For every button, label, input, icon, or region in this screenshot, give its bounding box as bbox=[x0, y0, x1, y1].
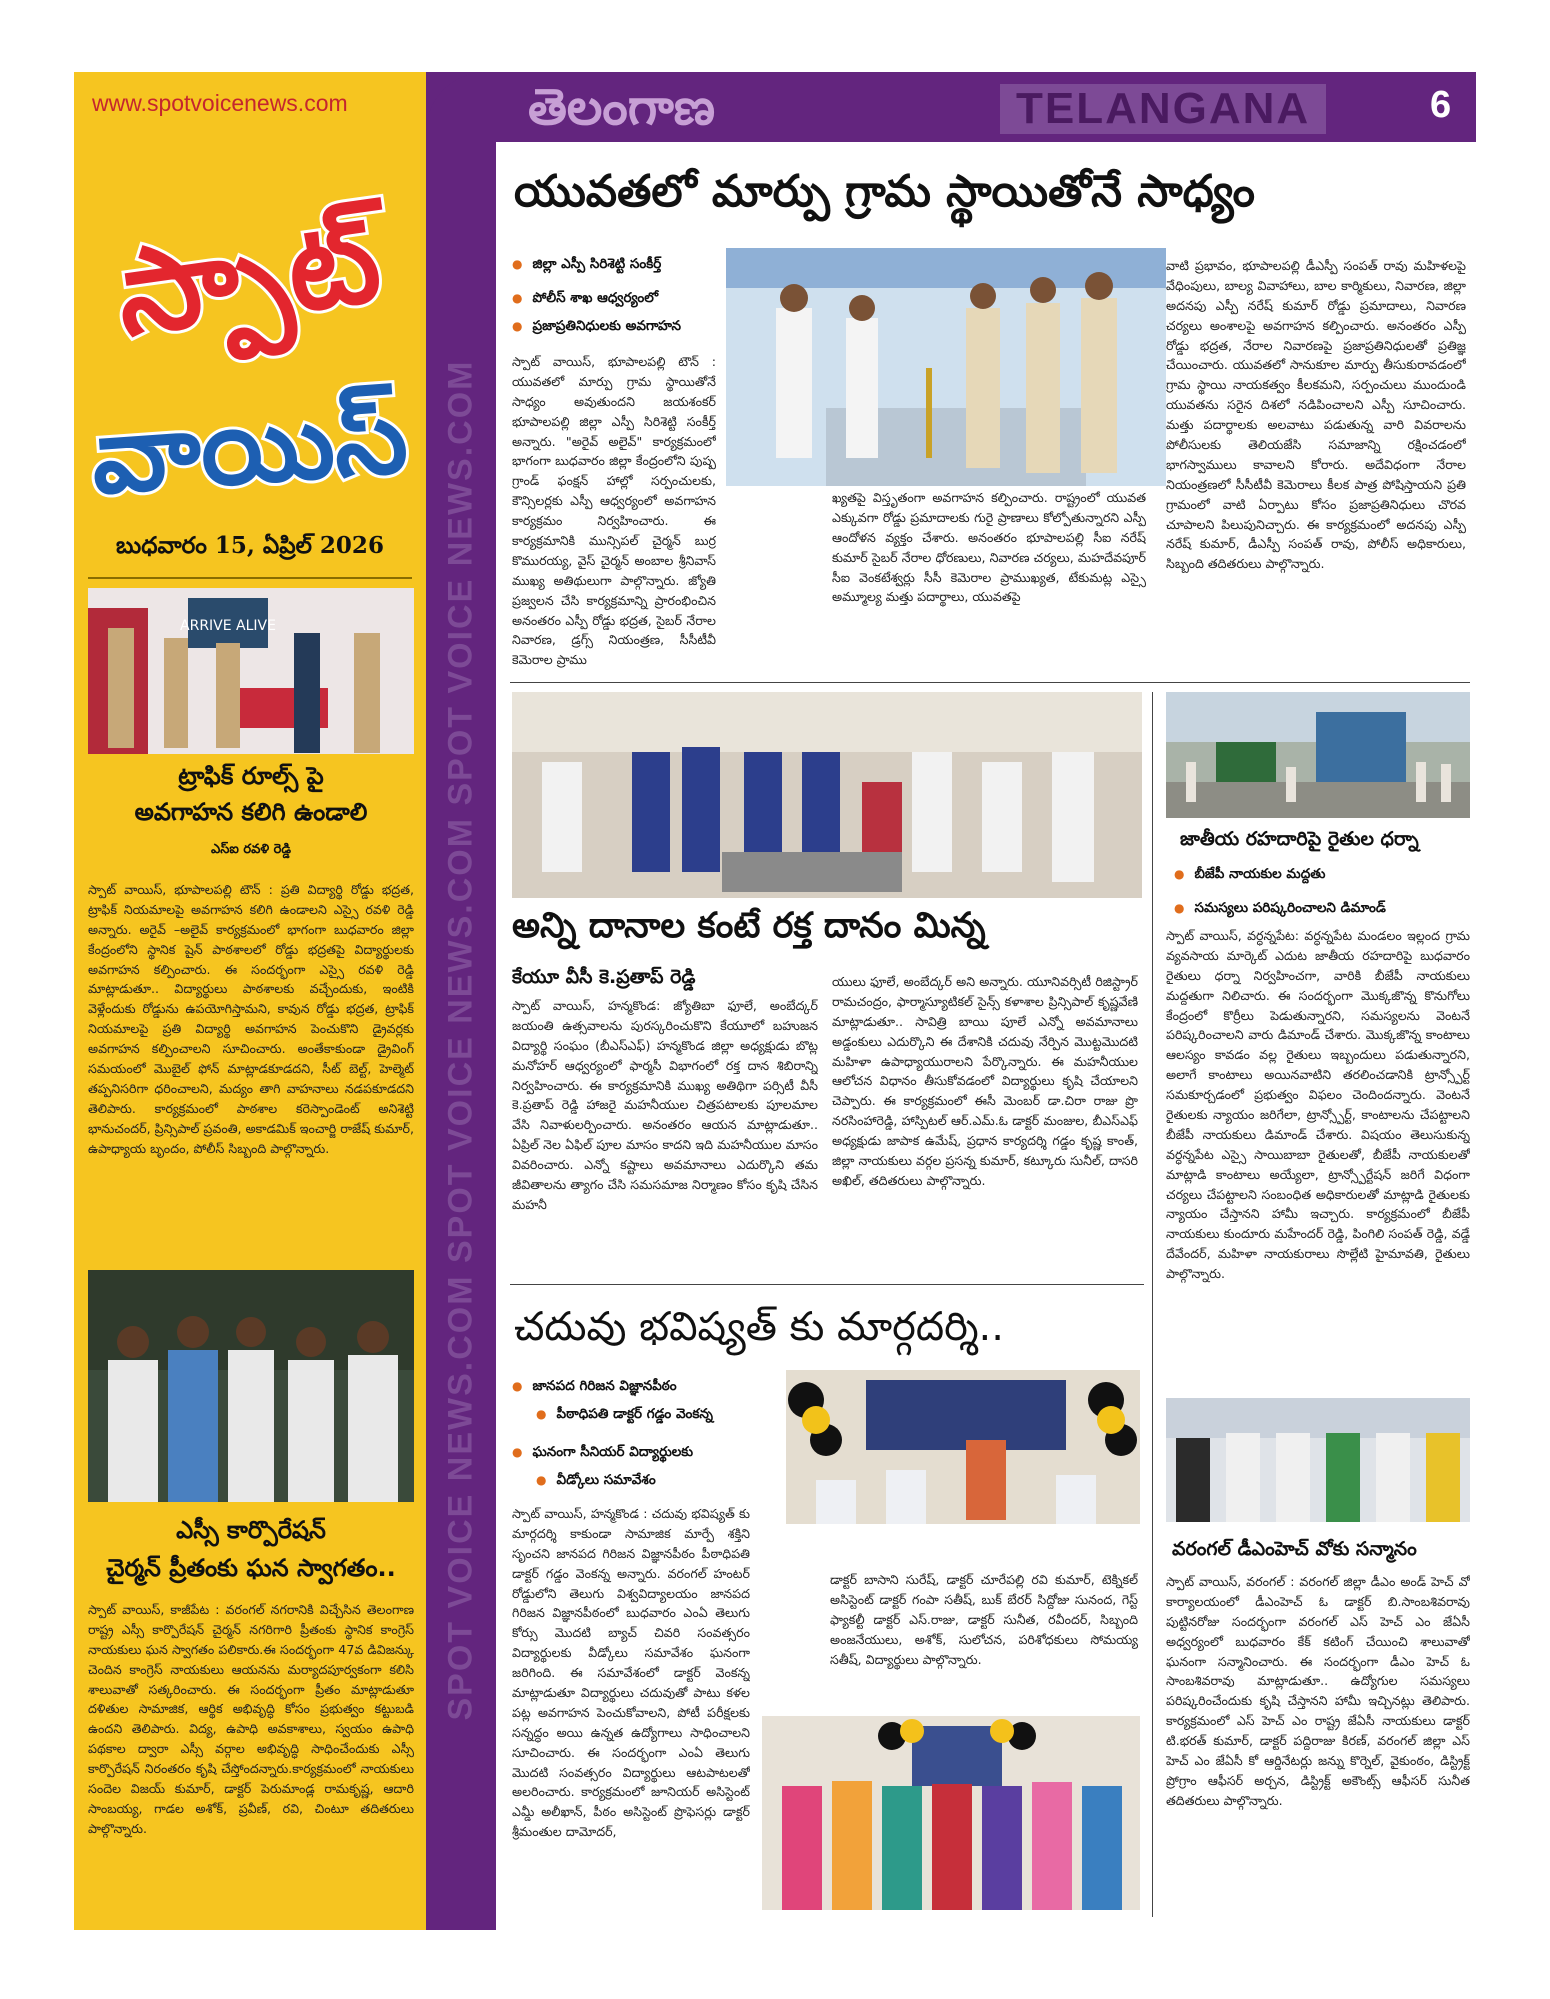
blood-headline: అన్ని దానాల కంటే రక్త దానం మిన్న bbox=[512, 906, 986, 946]
vertical-watermark: SPOT VOICE NEWS.COM SPOT VOICE NEWS.COM SPOT VOICE NEWS.COM bbox=[441, 359, 480, 1721]
dmho-headline: వరంగల్ డీఎంహెచ్ వోకు సన్మానం bbox=[1172, 1538, 1417, 1560]
dmho-article-body: స్పాట్ వాయిస్, వరంగల్ : వరంగల్ జిల్లా డీఎం అండ్ హెచ్ వో కార్యాలయంలో డీఎంహెచ్ ఓ డాక్టర్ బి.సాంబశివరావు పుట్టినరోజు సందర్భంగా వరంగల్ ఎస్ హెచ్ ఎం జేఏసీ అధ్వర్యంలో బుధవారం కేక్ కటింగ్ చేయించి శాలువాతో ఘనంగా సన్మానించారు. ఈ సందర్భంగా డీఎం హెచ్ ఓ సాంబశివరావు మాట్లాడుతూ.. ఉద్యోగుల సమస్యలు పరిష్కరించేందుకు కృషి చేస్తానని హామీ ఇచ్చినట్లు తెలిపారు. కార్యక్రమంలో ఎస్ హెచ్ ఎం రాష్ట్ర జేఏసీ నాయకులు డాక్టర్ టి.భరత్ కుమార్, డాక్టర్ పద్దిరాజు కిరణ్, వరంగల్ జిల్లా ఎస్ హెచ్ ఎం జేఏసీ కో ఆర్డినేటర్లు జన్ను కొర్నెల్, వైకుంఠం, డిస్ట్రిక్ట్ ప్రోగ్రాం ఆఫీసర్ అర్చన, డిస్ట్రిక్ట్ అకౌంట్స్ ఆఫీసర్ సునీత తదితరులు పాల్గొన్నారు. bbox=[1166, 1574, 1470, 1808]
photo-sc-corporation bbox=[88, 1270, 414, 1502]
section-title-english: TELANGANA bbox=[1000, 84, 1326, 134]
blood-article-col2: యులు ఫూలే, అంబేద్కర్ అని అన్నారు. యూనివర్సిటీ రిజిస్ట్రార్ రామచంద్రం, ఫార్మాస్యూటికల్ సైన్స్ కళాశాల ప్రిన్సిపాల్ కృష్ణవేణి మాట్లాడుతూ.. సావిత్రి బాయి పూలే ఎన్నో అవమానాలు అడ్డంకులు ఎదుర్కొని ఈ దేశానికి చదువు నేర్పిన మొట్టమొదటి మహిళా ఉపాధ్యాయురాలని పేర్కొన్నారు. ఈ మహనీయుల ఆలోచన విధానం తీసుకోవడంలో విద్యార్థులు కృషి చేయాలని చెప్పారు. ఈ కార్యక్రమంలో ఈసీ మెంబర్ డా.చిరా రాజు ప్రొ నరసింహారెడ్డి, హాస్పిటల్ ఆర్.ఎమ్.ఓ డాక్టర్ మంజుల, బీఎస్ఎఫ్ అధ్యక్షుడు జాపాక ఉమేష్, ప్రధాన కార్యదర్శి గడ్డం కృష్ణ కాంత్, జిల్లా నాయకులు వర్గల ప్రసన్న కుమార్, కట్కూరు సునీల్, దాసరి అఖిల్, తదితరులు పాల్గొన్నారు. bbox=[832, 974, 1138, 1188]
main-article-col3: వాటి ప్రభావం, భూపాలపల్లి డీఎస్పీ సంపత్ రావు మహిళలపై వేధింపులు, బాల్య వివాహాలు, బాల కార్మికులు, నివారణ, జిల్లా అదనపు ఎస్పీ నరేష్ కుమార్ రోడ్డు ప్రమాదాలు, నివారణ చర్యలు అంశాలపై అవగాహన కల్పించారు. అనంతరం ఎస్పీ రోడ్డు భద్రత, నేరాల నివారణపై ప్రజాప్రతినిధులతో ప్రతిజ్ఞ చేయించారు. యువతలో సానుకూల మార్పు తీసుకురావడంలో గ్రామ స్థాయి నాయకత్వం కీలకమని, సర్పంచులు ముందుండి యువతను సరైన దిశలో నడిపించాలని ఎస్పీ సూచించారు. మత్తు పదార్థాలకు అలవాటు పడుతున్న వారి వివరాలను పోలీసులకు తెలియజేసి సమాజాన్ని రక్షించడంలో భాగస్వాములు కావాలని కోరారు. అదేవిధంగా నేరాల నియంత్రణలో సీసీటీవీ కెమెరాలు కీలక పాత్ర పోషిస్తాయని ప్రతి గ్రామంలో వాటి ఏర్పాటు కోసం ప్రజాప్రతినిధులు చొరవ చూపాలని పిలుపునిచ్చారు. ఈ కార్యక్రమంలో అదనపు ఎస్పీ నరేష్ కుమార్, డీఎస్పీ సంపత్ రావు, పోలీస్ అధికారులు, సిబ్బంది తదితరులు పాల్గొన్నారు. bbox=[1166, 258, 1466, 572]
farmers-article-body: స్పాట్ వాయిస్, వర్ధన్నపేట: వర్ధన్నపేట మండలం ఇల్లంద గ్రామ వ్యవసాయ మార్కెట్ ఎదుట జాతీయ రహదారిపై బుధవారం రైతులు ధర్నా నిర్వహించగా, వారికి బీజేపీ నాయకులు మద్దతుగా నిలిచారు. ఈ సందర్భంగా మొక్కజొన్న కొనుగోలు కేంద్రంలో కొర్రీలు పెడుతున్నారని, సమస్యలను వెంటనే పరిష్కరించాలని వారు డిమాండ్ చేశారు. మొక్కజొన్న కాంటాలు ఆలస్యం కావడం వల్ల రైతులు ఇబ్బందులు పడుతున్నారని, అలాగే కాంటాలు అయినవాటిని తరలించడానికి ట్రాన్స్పోర్ట్ సమకూర్చడంలో ప్రభుత్వం విఫలం చెందిందన్నారు. వెంటనే రైతులకు న్యాయం జరిగేలా, ట్రాన్స్పోర్ట్, కాంటాలను చేపట్టాలని బీజేపీ నాయకులు డిమాండ్ చేశారు. విషయం తెలుసుకున్న వర్ధన్నపేట ఎస్సై సాయిబాబా రైతులతో, బీజేపీ నాయకులతో మాట్లాడి కాంటాలు అయ్యేలా, ట్రాన్స్పోర్టేషన్ జరిగే విధంగా చర్యలు చేపట్టాలని సంబంధిత అధికారులతో మాట్లాడి రైతులకు న్యాయం చేస్తానని హామీ ఇచ్చారు. కార్యక్రమంలో బీజేపీ నాయకులు కుందూరు మహేందర్ రెడ్డి, పింగిలి సంపత్ రెడ్డి, వడ్డే దేవేందర్, మహిళా నాయకురాలు సొల్లేటి హైమావతి, రైతులు పాల్గొన్నారు. bbox=[1166, 928, 1470, 1282]
sc-headline-line2: చైర్మన్ ప్రీతంకు ఘన స్వాగతం.. bbox=[106, 1554, 396, 1582]
traffic-headline-line1: ట్రాఫిక్ రూల్స్ పై bbox=[178, 762, 324, 790]
page-number: 6 bbox=[1430, 84, 1452, 126]
sc-article-body: స్పాట్ వాయిస్, కాజీపేట : వరంగల్ నగరానికి విచ్చేసిన తెలంగాణ రాష్ట్ర ఎస్సీ కార్పొరేషన్ చైర్మన్ నగరిగారి ప్రీతంకు స్థానిక కాంగ్రెస్ నాయకులు ఘన స్వాగతం పలికారు.ఈ సందర్భంగా 47వ డివిజన్కు చెందిన కాంగ్రెస్ నాయకులు ఆయనను మర్యాదపూర్వకంగా కలిసి శాలువాతో సత్కరించారు. ఈ సందర్భంగా ప్రీతం మాట్లాడుతూ దళితుల సామాజిక, ఆర్థిక అభివృద్ధి కోసం ప్రభుత్వం కట్టుబడి ఉందని తెలిపారు. విద్య, ఉపాధి అవకాశాలు, స్వయం ఉపాధి పథకాల ద్వారా ఎస్సీ వర్గాల అభివృద్ధి సాధించేందుకు ఎస్సీ కార్పొరేషన్ నిరంతరం కృషి చేస్తోందన్నారు.కార్యక్రమంలో నాయకులు సందెల విజయ్ కుమార్, డాక్టర్ పెరుమాండ్ల రామకృష్ణ, ఆదారి సాంబయ్య, గాడల అశోక్, ప్రవీణ్, రవి, చింటూ తదితరులు పాల్గొన్నారు. bbox=[88, 1602, 414, 1836]
photo-lamp-lighting bbox=[726, 248, 1166, 486]
education-bullet-2: ● పీఠాధిపతి డాక్టర్ గడ్డం వెంకన్న bbox=[536, 1406, 713, 1425]
blood-article-col1: స్పాట్ వాయిస్, హన్మకొండ: జ్యోతిబా ఫూలే, అంబేద్కర్ జయంతి ఉత్సవాలను పురస్కరించుకొని కేయూలో బహుజన విద్యార్థి సంఘం (బీఎస్ఎఫ్) హన్మకొండ జిల్లా అధ్యక్షుడు బొట్ల మనోహర్ ఆధ్వర్యంలో ఫార్మసీ విభాగంలో రక్త దాన శిబిరాన్ని నిర్వహించారు. ఈ కార్యక్రమానికి ముఖ్య అతిథిగా పర్సిటీ వీసీ కె.ప్రతాప్ రెడ్డి హాజరై మహనీయుల చిత్రపటాలకు పూలమాల వేసి నివాళులర్పించారు. అనంతరం ఆయన మాట్లాడుతూ.. ఏప్రిల్ నెల ఏఫిల్ పూల మాసం కాదని ఇది మహనీయుల మాసం వివరించారు. ఎన్నో కష్టాలు అవమానాలు ఎదుర్కొని తమ జీవితాలను త్యాగం చేసి సమసమాజ నిర్మాణం కోసం కృషి చేసిన మహనీ bbox=[512, 998, 818, 1212]
main-article-col1: స్పాట్ వాయిస్, భూపాలపల్లి టౌన్ : యువతలో మార్పు గ్రామ స్థాయితోనే సాధ్యం అవుతుందని జయశంకర్ భూపాలపల్లి జిల్లా ఎస్పీ సిరిశెట్టి సంకీర్త్ అన్నారు. "అరైవ్ అలైవ్" కార్యక్రమంలో భాగంగా బుధవారం జిల్లా కేంద్రంలోని పుష్ప గ్రాండ్ ఫంక్షన్ హాల్లో సర్పంచులకు, కౌన్సిలర్లకు ఎస్పీ ఆధ్వర్యంలో అవగాహన కార్యక్రమం నిర్వహించారు. ఈ కార్యక్రమానికి మున్సిపల్ చైర్మన్ బుర్ర కొమురయ్య, వైస్ చైర్మన్ అంబాల శ్రీనివాస్ ముఖ్య అతిథులుగా పాల్గొన్నారు. జ్యోతి ప్రజ్వలన చేసి కార్యక్రమాన్ని ప్రారంభించిన అనంతరం ఎస్పీ రోడ్డు భద్రత, సైబర్ నేరాల నివారణ, డ్రగ్స్ నియంత్రణ, సీసీటీవీ కెమెరాల ప్రాము bbox=[512, 354, 716, 668]
main-bullet-3: ● ప్రజాప్రతినిధులకు అవగాహన bbox=[512, 318, 681, 337]
divider bbox=[1152, 692, 1153, 1917]
farmers-bullet-1: ● బీజేపీ నాయకుల మద్దతు bbox=[1174, 866, 1325, 885]
photo-students-group bbox=[762, 1716, 1140, 1910]
logo-line2: వాయిస్ bbox=[87, 374, 412, 518]
traffic-headline-line2: అవగాహన కలిగి ఉండాలి bbox=[134, 798, 368, 826]
sc-headline-line1: ఎస్సీ కార్పొరేషన్ bbox=[176, 1516, 326, 1544]
farmers-bullet-2: ● సమస్యలు పరిష్కరించాలని డిమాండ్ bbox=[1174, 900, 1386, 919]
traffic-byline: ఎస్ఐ రవళి రెడ్డి bbox=[211, 842, 291, 857]
blood-byline: కేయూ వీసీ కె.ప్రతాప్ రెడ్డి bbox=[512, 966, 696, 988]
divider bbox=[510, 1284, 1144, 1285]
logo-line1: స్పాట్ bbox=[108, 189, 389, 363]
education-article-col1: స్పాట్ వాయిస్, హన్మకొండ : చదువు భవిష్యత్ కు మార్గదర్శి కాకుండా సామాజిక మార్పే శక్తిని సృంచని జానపద గిరిజన విజ్ఞానపీఠం పీఠాధిపతి డాక్టర్ గడ్డం వెంకన్న అన్నారు. వరంగల్ హంటర్ రోడ్డులోని తెలుగు విశ్వవిద్యాలయం జానపద గిరిజన విజ్ఞానపీఠంలో బుధవారం ఎంఏ తెలుగు కోర్సు మొదటి బ్యాచ్ చివరి సంవత్సరం విద్యార్థులకు వీడ్కోలు సమావేశం ఘనంగా జరిగింది. ఈ సమావేశంలో డాక్టర్ వెంకన్న మాట్లాడుతూ విద్యార్థులు చదువుతో పాటు కళల పట్ల అవగాహన పెంచుకోవాలని, పోటీ పరీక్షలకు సన్నద్ధం అయి ఉన్నత ఉద్యోగాలు సాధించాలని సూచించారు. ఈ సందర్భంగా ఎంఏ తెలుగు మొదటి సంవత్సరం విద్యార్థులు ఆటపాటలతో అలరించారు. కార్యక్రమంలో జూనియర్ అసిస్టెంట్ ఎమ్డీ అలీఖాన్, పీఠం అసిస్టెంట్ ప్రొఫెసర్లు డాక్టర్ శ్రీమంతుల దామోదర్, bbox=[512, 1506, 750, 1840]
photo-traffic-awareness bbox=[88, 588, 414, 754]
divider bbox=[510, 682, 1470, 683]
photo-farmers-dharna bbox=[1166, 692, 1470, 818]
education-headline: చదువు భవిష్యత్ కు మార్గదర్శి.. bbox=[514, 1304, 1004, 1350]
traffic-article-body: స్పాట్ వాయిస్, భూపాలపల్లి టౌన్ : ప్రతి విద్యార్థి రోడ్డు భద్రత, ట్రాఫిక్ నియమాలపై అవగాహన కలిగి ఉండాలని ఎస్సై రవళి రెడ్డి అన్నారు. అరైవ్ –అలైవ్ కార్యక్రమంలో భాగంగా బుధవారం జిల్లా కేంద్రంలోని స్థానిక షైన్ పాఠశాలలో రోడ్డు భద్రతపై విద్యార్థులకు అవగాహన కల్పించారు. ఈ సందర్భంగా ఎస్సై రవళి రెడ్డి మాట్లాడుతూ.. విద్యార్థులు పాఠశాలకు వచ్చేందుకు, ఇంటికి వెళ్లేందుకు రోడ్డును ఉపయోగిస్తామని, కావున రోడ్డు భద్రత, ట్రాఫిక్ నియమాలపై ప్రతి విద్యార్థి అవగాహన పెంచుకొని డ్రైవర్లకు అవగాహన కల్పించాలని సూచించారు. అంతేకాకుండా డ్రైవింగ్ సమయంలో మొబైల్ ఫోన్ మాట్లాడకూడదని, సీట్ బెల్ట్, హెల్మెట్ తప్పనిసరిగా ధరించాలని, మద్యం తాగి వాహనాలు నడపకూడదని తెలిపారు. కార్యక్రమంలో పాఠశాల కరెస్పాండెంట్ అనిశెట్టి భానుచందర్, ప్రిన్సిపాల్ ప్రవంతి, అకాడమిక్ ఇంచార్జి రాజేష్ కుమార్, ఉపాధ్యాయ బృందం, పోలీస్ సిబ్బంది పాల్గొన్నారు. bbox=[88, 882, 414, 1156]
main-bullet-2: ● పోలీస్ శాఖ ఆధ్వర్యంలో bbox=[512, 290, 658, 309]
masthead-logo bbox=[84, 142, 414, 542]
main-headline: యువతలో మార్పు గ్రామ స్థాయితోనే సాధ్యం bbox=[514, 166, 1255, 217]
issue-date: బుధవారం 15, ఏప్రిల్ 2026 bbox=[116, 532, 384, 559]
section-title-telugu: తెలంగాణ bbox=[528, 78, 716, 136]
photo-blood-donation bbox=[512, 692, 1142, 898]
education-bullet-4: ● వీడ్కోలు సమావేశం bbox=[536, 1472, 656, 1491]
main-bullet-1: ● జిల్లా ఎస్పీ సిరిశెట్టి సంకీర్త్ bbox=[512, 256, 661, 275]
svg-text:ARRIVE ALIVE: ARRIVE ALIVE bbox=[180, 618, 276, 634]
photo-dmho-felicitation bbox=[1166, 1398, 1470, 1522]
main-article-col2: ఖ్యతపై విస్తృతంగా అవగాహన కల్పించారు. రాష్ట్రంలో యువత ఎక్కువగా రోడ్డు ప్రమాదాలకు గురై ప్రాణాలు కోల్పోతున్నారని ఎస్పీ ఆందోళన వ్యక్తం చేశారు. అనంతరం భూపాలపల్లి సీఐ నరేష్ కుమార్ సైబర్ నేరాల ధోరణులు, నివారణ చర్యలు, మహదేవపూర్ సీఐ వెంకటేశ్వర్లు సీసీ కెమెరాల ప్రాముఖ్యత, టేకుమట్ల ఎస్సై అమ్మూల్య మత్తు పదార్థాలు, యువతపై bbox=[832, 490, 1146, 605]
farmers-headline: జాతీయ రహదారిపై రైతుల ధర్నా bbox=[1180, 828, 1419, 850]
photo-farewell-meeting bbox=[786, 1370, 1140, 1524]
site-url[interactable]: www.spotvoicenews.com bbox=[92, 90, 348, 116]
divider bbox=[88, 577, 412, 579]
education-bullet-3: ● ఘనంగా సీనియర్ విద్యార్థులకు bbox=[512, 1444, 693, 1463]
education-bullet-1: ● జానపద గిరిజన విజ్ఞానపీఠం bbox=[512, 1378, 677, 1397]
education-article-col2: డాక్టర్ బాసాని సురేష్, డాక్టర్ చూరేపల్లి రవి కుమార్, టెక్నికల్ అసిస్టెంట్ డాక్టర్ గంపా సతీష్, బుక్ బేరర్ సిద్దోజు సునంద, గెస్ట్ ఫ్యాకల్టీ డాక్టర్ ఎస్.రాజు, డాక్టర్ సునీత, రవీందర్, సిబ్బంది అంజనేయులు, అశోక్, సులోచన, పరిశోధకులు సోమయ్య సతీష్, విద్యార్థులు పాల్గొన్నారు. bbox=[830, 1572, 1138, 1667]
